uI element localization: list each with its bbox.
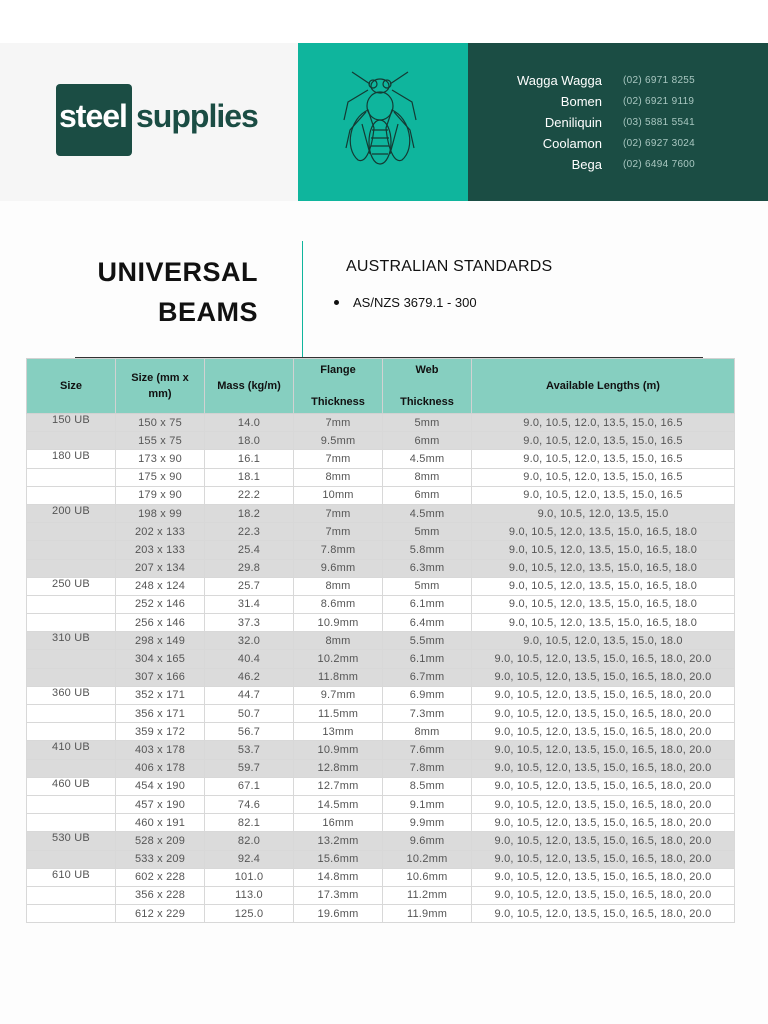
cell-dims: 406 x 178 <box>116 759 205 777</box>
location-phone: (02) 6971 8255 <box>623 75 696 86</box>
cell-size <box>27 850 116 868</box>
location-row <box>468 115 768 136</box>
location-name: Deniliquin <box>544 115 602 130</box>
cell-mass: 82.0 <box>205 832 294 850</box>
header-mass: Mass (kg/m) <box>205 359 294 414</box>
cell-mass: 53.7 <box>205 741 294 759</box>
cell-flange: 13mm <box>294 723 383 741</box>
cell-web: 6.1mm <box>383 595 472 613</box>
cell-mass: 25.4 <box>205 541 294 559</box>
table-row <box>27 432 735 450</box>
table-row <box>27 777 735 795</box>
header-dims: Size (mm x mm) <box>116 359 205 414</box>
cell-lengths: 9.0, 10.5, 12.0, 13.5, 15.0, 16.5, 18.0, 20.0 <box>472 886 735 904</box>
cell-mass: 18.1 <box>205 468 294 486</box>
cell-size: 610 UB <box>27 868 116 886</box>
cell-size <box>27 486 116 504</box>
cell-flange: 9.5mm <box>294 432 383 450</box>
table-row <box>27 614 735 632</box>
table-row <box>27 705 735 723</box>
cell-flange: 7mm <box>294 523 383 541</box>
cell-dims: 403 x 178 <box>116 741 205 759</box>
cell-dims: 207 x 134 <box>116 559 205 577</box>
cell-dims: 202 x 133 <box>116 523 205 541</box>
cell-size: 410 UB <box>27 741 116 759</box>
cell-flange: 8mm <box>294 468 383 486</box>
location-name: Bega <box>571 157 602 172</box>
cell-lengths: 9.0, 10.5, 12.0, 13.5, 15.0, 16.5, 18.0, 20.0 <box>472 814 735 832</box>
table-row <box>27 832 735 850</box>
cell-web: 11.9mm <box>383 905 472 923</box>
table-header-row <box>27 359 735 414</box>
cell-lengths: 9.0, 10.5, 12.0, 13.5, 15.0, 16.5, 18.0, 20.0 <box>472 777 735 795</box>
cell-mass: 44.7 <box>205 686 294 704</box>
cell-mass: 74.6 <box>205 795 294 813</box>
cell-dims: 533 x 209 <box>116 850 205 868</box>
cell-mass: 31.4 <box>205 595 294 613</box>
cell-flange: 8.6mm <box>294 595 383 613</box>
cell-dims: 359 x 172 <box>116 723 205 741</box>
cell-mass: 18.0 <box>205 432 294 450</box>
cell-lengths: 9.0, 10.5, 12.0, 13.5, 15.0, 16.5, 18.0, 20.0 <box>472 905 735 923</box>
cell-web: 8mm <box>383 468 472 486</box>
table-row <box>27 850 735 868</box>
cell-mass: 67.1 <box>205 777 294 795</box>
cell-flange: 19.6mm <box>294 905 383 923</box>
cell-web: 7.6mm <box>383 741 472 759</box>
cell-lengths: 9.0, 10.5, 12.0, 13.5, 15.0, 16.5, 18.0 <box>472 595 735 613</box>
cell-flange: 7mm <box>294 414 383 432</box>
cell-size <box>27 886 116 904</box>
header-lengths: Available Lengths (m) <box>472 359 735 414</box>
cell-lengths: 9.0, 10.5, 12.0, 13.5, 15.0, 16.5, 18.0, 20.0 <box>472 705 735 723</box>
table-row <box>27 650 735 668</box>
cell-flange: 14.5mm <box>294 795 383 813</box>
cell-web: 9.9mm <box>383 814 472 832</box>
cell-web: 9.6mm <box>383 832 472 850</box>
cell-web: 6mm <box>383 486 472 504</box>
cell-dims: 460 x 191 <box>116 814 205 832</box>
cell-flange: 10.9mm <box>294 614 383 632</box>
cell-web: 11.2mm <box>383 886 472 904</box>
cell-flange: 8mm <box>294 577 383 595</box>
cell-mass: 101.0 <box>205 868 294 886</box>
cell-dims: 307 x 166 <box>116 668 205 686</box>
cell-lengths: 9.0, 10.5, 12.0, 13.5, 15.0, 16.5, 18.0 <box>472 577 735 595</box>
cell-size: 530 UB <box>27 832 116 850</box>
cell-size <box>27 614 116 632</box>
cell-flange: 14.8mm <box>294 868 383 886</box>
cell-size <box>27 668 116 686</box>
cell-dims: 248 x 124 <box>116 577 205 595</box>
cell-size <box>27 705 116 723</box>
cell-size <box>27 559 116 577</box>
cell-size: 460 UB <box>27 777 116 795</box>
cell-dims: 356 x 228 <box>116 886 205 904</box>
beams-table <box>26 358 735 923</box>
cell-web: 9.1mm <box>383 795 472 813</box>
location-name: Coolamon <box>542 136 602 151</box>
table-row <box>27 468 735 486</box>
location-phone: (02) 6494 7600 <box>623 159 696 170</box>
cell-flange: 17.3mm <box>294 886 383 904</box>
cell-web: 4.5mm <box>383 450 472 468</box>
table-row <box>27 595 735 613</box>
cell-dims: 155 x 75 <box>116 432 205 450</box>
cell-size: 200 UB <box>27 504 116 522</box>
cell-lengths: 9.0, 10.5, 12.0, 13.5, 15.0, 16.5, 18.0 <box>472 541 735 559</box>
cell-flange: 13.2mm <box>294 832 383 850</box>
cell-size <box>27 795 116 813</box>
location-phone: (03) 5881 5541 <box>623 117 696 128</box>
cell-lengths: 9.0, 10.5, 12.0, 13.5, 15.0 <box>472 504 735 522</box>
table-row <box>27 577 735 595</box>
location-row <box>468 73 768 94</box>
cell-flange: 12.7mm <box>294 777 383 795</box>
cell-mass: 16.1 <box>205 450 294 468</box>
table-row <box>27 795 735 813</box>
cell-flange: 11.5mm <box>294 705 383 723</box>
table-row <box>27 759 735 777</box>
cell-lengths: 9.0, 10.5, 12.0, 13.5, 15.0, 16.5, 18.0, 20.0 <box>472 723 735 741</box>
cell-size <box>27 650 116 668</box>
cell-mass: 82.1 <box>205 814 294 832</box>
table-row <box>27 504 735 522</box>
header-web <box>383 359 472 414</box>
cell-flange: 7.8mm <box>294 541 383 559</box>
location-name: Bomen <box>560 94 602 109</box>
cell-dims: 356 x 171 <box>116 705 205 723</box>
cell-lengths: 9.0, 10.5, 12.0, 13.5, 15.0, 16.5, 18.0, 20.0 <box>472 650 735 668</box>
table-row <box>27 686 735 704</box>
cell-dims: 612 x 229 <box>116 905 205 923</box>
cell-size: 180 UB <box>27 450 116 468</box>
cell-lengths: 9.0, 10.5, 12.0, 13.5, 15.0, 16.5 <box>472 414 735 432</box>
cell-web: 6.7mm <box>383 668 472 686</box>
cell-dims: 454 x 190 <box>116 777 205 795</box>
cell-web: 10.6mm <box>383 868 472 886</box>
divider <box>302 241 303 357</box>
cell-dims: 457 x 190 <box>116 795 205 813</box>
table-row <box>27 905 735 923</box>
cell-dims: 602 x 228 <box>116 868 205 886</box>
cell-dims: 256 x 146 <box>116 614 205 632</box>
cell-flange: 7mm <box>294 450 383 468</box>
table-row <box>27 559 735 577</box>
cell-web: 8.5mm <box>383 777 472 795</box>
cell-dims: 175 x 90 <box>116 468 205 486</box>
cell-lengths: 9.0, 10.5, 12.0, 13.5, 15.0, 16.5 <box>472 486 735 504</box>
cell-mass: 40.4 <box>205 650 294 668</box>
table-row <box>27 414 735 432</box>
fly-icon <box>340 68 420 180</box>
cell-size <box>27 432 116 450</box>
cell-mass: 92.4 <box>205 850 294 868</box>
standards-heading: AUSTRALIAN STANDARDS <box>346 258 553 275</box>
cell-dims: 179 x 90 <box>116 486 205 504</box>
cell-dims: 352 x 171 <box>116 686 205 704</box>
standards-item <box>334 295 477 310</box>
cell-lengths: 9.0, 10.5, 12.0, 13.5, 15.0, 16.5, 18.0, 20.0 <box>472 741 735 759</box>
cell-dims: 150 x 75 <box>116 414 205 432</box>
cell-lengths: 9.0, 10.5, 12.0, 13.5, 15.0, 16.5, 18.0 <box>472 523 735 541</box>
cell-mass: 113.0 <box>205 886 294 904</box>
header-web-line1: Web <box>415 364 439 376</box>
header-flange <box>294 359 383 414</box>
table-row <box>27 814 735 832</box>
cell-flange: 11.8mm <box>294 668 383 686</box>
cell-mass: 25.7 <box>205 577 294 595</box>
cell-flange: 15.6mm <box>294 850 383 868</box>
cell-size <box>27 595 116 613</box>
cell-mass: 32.0 <box>205 632 294 650</box>
cell-flange: 12.8mm <box>294 759 383 777</box>
cell-lengths: 9.0, 10.5, 12.0, 13.5, 15.0, 16.5 <box>472 468 735 486</box>
cell-mass: 46.2 <box>205 668 294 686</box>
cell-flange: 7mm <box>294 504 383 522</box>
cell-lengths: 9.0, 10.5, 12.0, 13.5, 15.0, 16.5, 18.0, 20.0 <box>472 795 735 813</box>
title-line: UNIVERSAL <box>97 257 258 287</box>
location-row <box>468 157 768 178</box>
table-row <box>27 450 735 468</box>
cell-lengths: 9.0, 10.5, 12.0, 13.5, 15.0, 16.5, 18.0, 20.0 <box>472 686 735 704</box>
cell-lengths: 9.0, 10.5, 12.0, 13.5, 15.0, 16.5, 18.0, 20.0 <box>472 868 735 886</box>
cell-size: 150 UB <box>27 414 116 432</box>
cell-size: 250 UB <box>27 577 116 595</box>
cell-mass: 59.7 <box>205 759 294 777</box>
table-row <box>27 523 735 541</box>
table-row <box>27 541 735 559</box>
cell-flange: 10.9mm <box>294 741 383 759</box>
cell-web: 5mm <box>383 414 472 432</box>
cell-dims: 304 x 165 <box>116 650 205 668</box>
cell-lengths: 9.0, 10.5, 12.0, 13.5, 15.0, 16.5, 18.0 <box>472 559 735 577</box>
cell-size: 360 UB <box>27 686 116 704</box>
logo-text-supplies: supplies <box>136 98 258 134</box>
location-row <box>468 94 768 115</box>
header-flange-line1: Flange <box>320 364 356 376</box>
cell-mass: 56.7 <box>205 723 294 741</box>
cell-dims: 203 x 133 <box>116 541 205 559</box>
cell-size <box>27 541 116 559</box>
cell-lengths: 9.0, 10.5, 12.0, 13.5, 15.0, 18.0 <box>472 632 735 650</box>
header-size: Size <box>27 359 116 414</box>
table-row <box>27 632 735 650</box>
table-row <box>27 668 735 686</box>
cell-mass: 125.0 <box>205 905 294 923</box>
cell-dims: 298 x 149 <box>116 632 205 650</box>
bullet-icon <box>334 300 339 305</box>
cell-lengths: 9.0, 10.5, 12.0, 13.5, 15.0, 16.5, 18.0, 20.0 <box>472 832 735 850</box>
location-phone: (02) 6921 9119 <box>623 96 695 107</box>
cell-dims: 252 x 146 <box>116 595 205 613</box>
standard-label: AS/NZS 3679.1 - 300 <box>353 295 477 310</box>
cell-web: 6mm <box>383 432 472 450</box>
cell-web: 4.5mm <box>383 504 472 522</box>
cell-size: 310 UB <box>27 632 116 650</box>
cell-mass: 29.8 <box>205 559 294 577</box>
logo-text-steel: steel <box>59 98 127 134</box>
cell-flange: 8mm <box>294 632 383 650</box>
cell-dims: 173 x 90 <box>116 450 205 468</box>
top-band <box>0 0 768 43</box>
cell-web: 5.5mm <box>383 632 472 650</box>
cell-web: 6.4mm <box>383 614 472 632</box>
page-title <box>97 252 258 332</box>
cell-size <box>27 905 116 923</box>
cell-size <box>27 814 116 832</box>
cell-flange: 10.2mm <box>294 650 383 668</box>
cell-dims: 528 x 209 <box>116 832 205 850</box>
cell-web: 5mm <box>383 523 472 541</box>
cell-web: 8mm <box>383 723 472 741</box>
cell-size <box>27 468 116 486</box>
location-name: Wagga Wagga <box>516 73 602 88</box>
cell-web: 7.8mm <box>383 759 472 777</box>
table-row <box>27 741 735 759</box>
cell-mass: 22.2 <box>205 486 294 504</box>
cell-flange: 10mm <box>294 486 383 504</box>
cell-web: 5.8mm <box>383 541 472 559</box>
cell-web: 5mm <box>383 577 472 595</box>
cell-lengths: 9.0, 10.5, 12.0, 13.5, 15.0, 16.5, 18.0 <box>472 614 735 632</box>
table-row <box>27 723 735 741</box>
cell-lengths: 9.0, 10.5, 12.0, 13.5, 15.0, 16.5 <box>472 432 735 450</box>
cell-web: 6.1mm <box>383 650 472 668</box>
cell-lengths: 9.0, 10.5, 12.0, 13.5, 15.0, 16.5 <box>472 450 735 468</box>
cell-lengths: 9.0, 10.5, 12.0, 13.5, 15.0, 16.5, 18.0, 20.0 <box>472 668 735 686</box>
cell-flange: 9.7mm <box>294 686 383 704</box>
cell-size <box>27 523 116 541</box>
cell-mass: 37.3 <box>205 614 294 632</box>
cell-web: 7.3mm <box>383 705 472 723</box>
cell-size <box>27 723 116 741</box>
table-row <box>27 886 735 904</box>
location-phone: (02) 6927 3024 <box>623 138 696 149</box>
location-row <box>468 136 768 157</box>
cell-lengths: 9.0, 10.5, 12.0, 13.5, 15.0, 16.5, 18.0, 20.0 <box>472 759 735 777</box>
cell-size <box>27 759 116 777</box>
cell-flange: 9.6mm <box>294 559 383 577</box>
cell-dims: 198 x 99 <box>116 504 205 522</box>
cell-mass: 18.2 <box>205 504 294 522</box>
cell-flange: 16mm <box>294 814 383 832</box>
cell-mass: 50.7 <box>205 705 294 723</box>
cell-lengths: 9.0, 10.5, 12.0, 13.5, 15.0, 16.5, 18.0, 20.0 <box>472 850 735 868</box>
cell-mass: 22.3 <box>205 523 294 541</box>
cell-mass: 14.0 <box>205 414 294 432</box>
header-web-line2: Thickness <box>400 396 454 408</box>
table-row <box>27 486 735 504</box>
table-row <box>27 868 735 886</box>
cell-web: 10.2mm <box>383 850 472 868</box>
cell-web: 6.9mm <box>383 686 472 704</box>
cell-web: 6.3mm <box>383 559 472 577</box>
title-line: BEAMS <box>157 297 258 327</box>
header-flange-line2: Thickness <box>311 396 365 408</box>
